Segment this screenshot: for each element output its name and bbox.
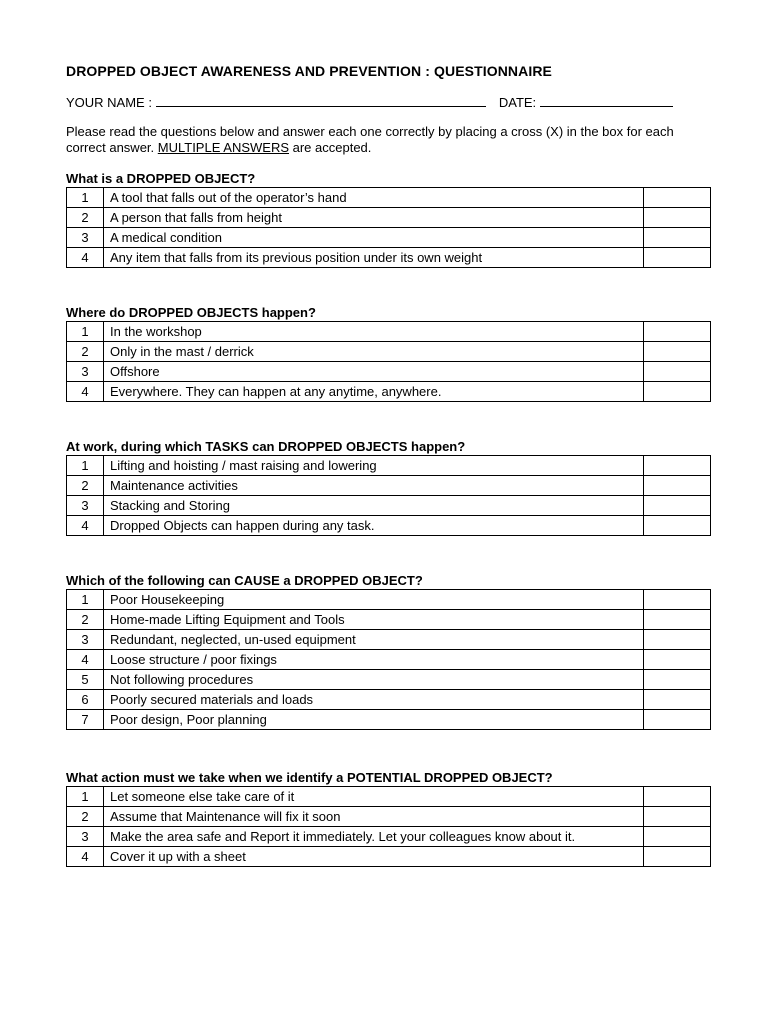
answer-checkbox[interactable] bbox=[644, 516, 711, 536]
answer-row bbox=[67, 228, 711, 248]
answer-text: Poorly secured materials and loads bbox=[104, 690, 644, 710]
answer-number: 2 bbox=[67, 342, 104, 362]
answer-row bbox=[67, 807, 711, 827]
answer-number: 2 bbox=[67, 208, 104, 228]
answer-text: Redundant, neglected, un-used equipment bbox=[104, 630, 644, 650]
answer-checkbox[interactable] bbox=[644, 690, 711, 710]
instructions-emphasis: MULTIPLE ANSWERS bbox=[157, 140, 289, 155]
answer-row bbox=[67, 456, 711, 476]
answer-number: 3 bbox=[67, 228, 104, 248]
answer-checkbox[interactable] bbox=[644, 847, 711, 867]
answer-row bbox=[67, 516, 711, 536]
answer-checkbox[interactable] bbox=[644, 476, 711, 496]
answer-number: 3 bbox=[67, 827, 104, 847]
answer-row bbox=[67, 610, 711, 630]
answer-number: 3 bbox=[67, 362, 104, 382]
answer-checkbox[interactable] bbox=[644, 208, 711, 228]
answer-text: A tool that falls out of the operator’s hand bbox=[104, 188, 644, 208]
answer-checkbox[interactable] bbox=[644, 362, 711, 382]
answer-text: Any item that falls from its previous position under its own weight bbox=[104, 248, 644, 268]
answer-text: Stacking and Storing bbox=[104, 496, 644, 516]
answer-text: Dropped Objects can happen during any task. bbox=[104, 516, 644, 536]
page-title: DROPPED OBJECT AWARENESS AND PREVENTION : QUESTIONNAIRE bbox=[66, 63, 552, 79]
answer-number: 1 bbox=[67, 787, 104, 807]
answer-number: 1 bbox=[67, 590, 104, 610]
answer-checkbox[interactable] bbox=[644, 807, 711, 827]
answer-text: Everywhere. They can happen at any anytime, anywhere. bbox=[104, 382, 644, 402]
instructions-part1: Please read the questions below and answer each one correctly by placing a cross (X) in the box for each correct answer. bbox=[66, 124, 674, 155]
answer-checkbox[interactable] bbox=[644, 382, 711, 402]
answer-number: 4 bbox=[67, 248, 104, 268]
answer-number: 4 bbox=[67, 650, 104, 670]
questionnaire-page bbox=[66, 62, 711, 864]
answer-text: A person that falls from height bbox=[104, 208, 644, 228]
answer-row bbox=[67, 710, 711, 730]
date-label: DATE: bbox=[498, 95, 537, 110]
answer-number: 2 bbox=[67, 807, 104, 827]
answer-text: Maintenance activities bbox=[104, 476, 644, 496]
answer-number: 7 bbox=[67, 710, 104, 730]
answer-text: Assume that Maintenance will fix it soon bbox=[104, 807, 644, 827]
answer-checkbox[interactable] bbox=[644, 670, 711, 690]
answer-text: Lifting and hoisting / mast raising and lowering bbox=[104, 456, 644, 476]
answer-row bbox=[67, 847, 711, 867]
answer-row bbox=[67, 342, 711, 362]
answer-number: 1 bbox=[67, 188, 104, 208]
answer-text: In the workshop bbox=[104, 322, 644, 342]
answer-checkbox[interactable] bbox=[644, 456, 711, 476]
answer-checkbox[interactable] bbox=[644, 630, 711, 650]
name-field[interactable] bbox=[156, 95, 486, 107]
answer-checkbox[interactable] bbox=[644, 322, 711, 342]
name-label: YOUR NAME : bbox=[66, 95, 152, 110]
question-block-5 bbox=[66, 770, 711, 867]
question-heading: Which of the following can CAUSE a DROPPED OBJECT? bbox=[66, 573, 423, 588]
answer-text: Offshore bbox=[104, 362, 644, 382]
answer-row bbox=[67, 590, 711, 610]
answer-number: 1 bbox=[67, 322, 104, 342]
answer-number: 4 bbox=[67, 516, 104, 536]
answer-table bbox=[66, 455, 711, 536]
question-block-4 bbox=[66, 573, 711, 730]
answer-checkbox[interactable] bbox=[644, 228, 711, 248]
answer-number: 2 bbox=[67, 476, 104, 496]
answer-row bbox=[67, 208, 711, 228]
answer-row bbox=[67, 670, 711, 690]
answer-checkbox[interactable] bbox=[644, 496, 711, 516]
answer-row bbox=[67, 787, 711, 807]
answer-row bbox=[67, 690, 711, 710]
question-heading: At work, during which TASKS can DROPPED OBJECTS happen? bbox=[66, 439, 466, 454]
answer-row bbox=[67, 248, 711, 268]
answer-row bbox=[67, 630, 711, 650]
answer-text: Poor design, Poor planning bbox=[104, 710, 644, 730]
answer-table bbox=[66, 786, 711, 867]
answer-number: 1 bbox=[67, 456, 104, 476]
answer-number: 4 bbox=[67, 847, 104, 867]
answer-text: Cover it up with a sheet bbox=[104, 847, 644, 867]
answer-number: 3 bbox=[67, 630, 104, 650]
answer-checkbox[interactable] bbox=[644, 710, 711, 730]
answer-row bbox=[67, 188, 711, 208]
answer-text: Let someone else take care of it bbox=[104, 787, 644, 807]
answer-text: A medical condition bbox=[104, 228, 644, 248]
answer-number: 6 bbox=[67, 690, 104, 710]
answer-text: Make the area safe and Report it immediately. Let your colleagues know about it. bbox=[104, 827, 644, 847]
answer-checkbox[interactable] bbox=[644, 248, 711, 268]
answer-text: Home-made Lifting Equipment and Tools bbox=[104, 610, 644, 630]
answer-number: 2 bbox=[67, 610, 104, 630]
answer-text: Only in the mast / derrick bbox=[104, 342, 644, 362]
question-block-3 bbox=[66, 439, 711, 536]
answer-checkbox[interactable] bbox=[644, 650, 711, 670]
answer-row bbox=[67, 362, 711, 382]
answer-checkbox[interactable] bbox=[644, 590, 711, 610]
answer-number: 4 bbox=[67, 382, 104, 402]
answer-table bbox=[66, 589, 711, 730]
instructions-part2: are accepted. bbox=[289, 140, 372, 155]
answer-number: 3 bbox=[67, 496, 104, 516]
question-block-2 bbox=[66, 305, 711, 402]
answer-text: Loose structure / poor fixings bbox=[104, 650, 644, 670]
answer-checkbox[interactable] bbox=[644, 188, 711, 208]
name-date-line bbox=[66, 94, 711, 111]
answer-number: 5 bbox=[67, 670, 104, 690]
instructions bbox=[66, 124, 711, 156]
answer-row bbox=[67, 827, 711, 847]
question-heading: What is a DROPPED OBJECT? bbox=[66, 171, 256, 186]
question-block-1 bbox=[66, 171, 711, 268]
answer-row bbox=[67, 382, 711, 402]
question-heading: What action must we take when we identify a POTENTIAL DROPPED OBJECT? bbox=[66, 770, 553, 785]
answer-text: Not following procedures bbox=[104, 670, 644, 690]
question-heading: Where do DROPPED OBJECTS happen? bbox=[66, 305, 316, 320]
answer-row bbox=[67, 476, 711, 496]
answer-checkbox[interactable] bbox=[644, 827, 711, 847]
answer-checkbox[interactable] bbox=[644, 787, 711, 807]
answer-text: Poor Housekeeping bbox=[104, 590, 644, 610]
answer-checkbox[interactable] bbox=[644, 342, 711, 362]
answer-row bbox=[67, 650, 711, 670]
answer-row bbox=[67, 322, 711, 342]
answer-table bbox=[66, 187, 711, 268]
answer-checkbox[interactable] bbox=[644, 610, 711, 630]
answer-row bbox=[67, 496, 711, 516]
answer-table bbox=[66, 321, 711, 402]
date-field[interactable] bbox=[540, 95, 673, 107]
